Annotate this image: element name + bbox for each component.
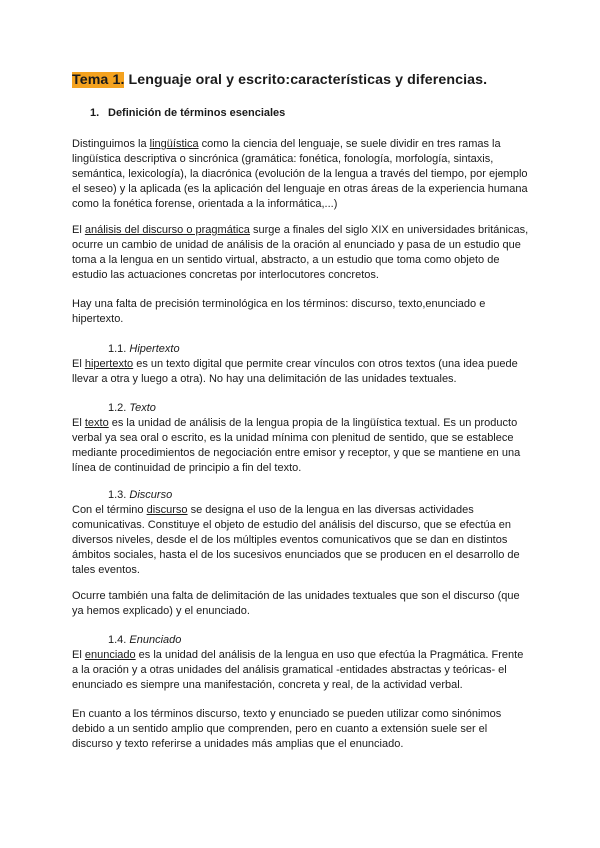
term-linguistica: lingüística bbox=[149, 138, 199, 150]
subsection-number: 1.1. bbox=[108, 343, 127, 355]
sub1-after: es un texto digital que permite crear vínculos con otros textos (una idea puede llevar a otra y luego a otra). No hay una delimitación de las unidades textuales. bbox=[72, 358, 518, 385]
term-discurso: discurso bbox=[146, 504, 188, 516]
subsection-heading bbox=[72, 342, 530, 357]
sub1-before: El bbox=[72, 358, 85, 370]
subsection-title: Discurso bbox=[129, 489, 173, 501]
sub3-before: Con el término bbox=[72, 504, 147, 516]
section-number: 1. bbox=[90, 107, 100, 119]
subsection-heading bbox=[72, 633, 530, 648]
para1-after: como la ciencia del lenguaje, se suele dividir en tres ramas la lingüística descriptiva o sincrónica (gramática: fonética, fonología, morfología, sintaxis, semántica, lexicología), la diacrónica (evolución de la lengua a través del tiempo, por ejemplo el seseo) y la aplicada (es la aplicación del lenguaje en otras áreas de la experiencia humana como la fonética forense, orientada a la informática,...) bbox=[72, 138, 528, 210]
sub2-before: El bbox=[72, 417, 85, 429]
document-title bbox=[72, 72, 487, 88]
subsection-texto bbox=[72, 401, 530, 476]
subsection-hipertexto bbox=[72, 342, 530, 387]
sub4-before: El bbox=[72, 649, 85, 661]
sub2-after: es la unidad de análisis de la lengua propia de la lingüística textual. Es un producto verbal ya sea oral o escrito, es la unidad mínima con plenitud de sentido, que se establece mediante procedimientos de negociación entre emisor y receptor, y que se mantiene en una línea de continuidad de principio a fin del texto. bbox=[72, 417, 521, 474]
subsection-title: Hipertexto bbox=[129, 343, 180, 355]
term-enunciado: enunciado bbox=[84, 649, 136, 661]
paragraph-delimitacion bbox=[72, 589, 530, 619]
title-heading: Lenguaje oral y escrito:características y diferencias. bbox=[124, 72, 488, 88]
para4-text: Ocurre también una falta de delimitación de las unidades textuales que son el discurso (que ya hemos explicado) y el enunciado. bbox=[72, 590, 520, 617]
term-analisis-discurso: análisis del discurso o pragmática bbox=[84, 224, 250, 236]
tema-label: Tema 1. bbox=[72, 72, 125, 88]
paragraph-sinonimos bbox=[72, 707, 530, 752]
paragraph-analisis bbox=[72, 223, 530, 283]
section-heading bbox=[90, 107, 285, 119]
para2-before: El bbox=[72, 224, 85, 236]
para3-text: Hay una falta de precisión terminológica en los términos: discurso, texto,enunciado e hipertexto. bbox=[72, 298, 486, 325]
para1-before: Distinguimos la bbox=[72, 138, 150, 150]
paragraph-precision bbox=[72, 297, 530, 327]
sub3-after: se designa el uso de la lengua en las diversas actividades comunicativas. Constituye el objeto de estudio del análisis del discurso, que se efectúa en diversos niveles, desde el de los múltiples eventos comunicativos que se dan en distintos ámbitos sociales, hasta el de los sucesivos enunciados que se producen en el desarrollo de tales eventos. bbox=[72, 504, 520, 576]
subsection-discurso bbox=[72, 488, 530, 578]
subsection-title: Enunciado bbox=[129, 634, 182, 646]
section-label: Definición de términos esenciales bbox=[108, 107, 286, 119]
subsection-heading bbox=[72, 401, 530, 416]
subsection-number: 1.3. bbox=[108, 489, 127, 501]
paragraph-linguistica bbox=[72, 137, 530, 212]
subsection-enunciado bbox=[72, 633, 530, 693]
term-texto: texto bbox=[84, 417, 109, 429]
subsection-title: Texto bbox=[129, 402, 156, 414]
subsection-heading bbox=[72, 488, 530, 503]
para5-text: En cuanto a los términos discurso, texto y enunciado se pueden utilizar como sinónimos debido a un sentido amplio que comprenden, pero en cuanto a extensión suele ser el discurso y texto referirse a unidades más amplias que el enunciado. bbox=[72, 708, 502, 750]
para2-after: surge a finales del siglo XIX en universidades británicas, ocurre un cambio de unidad de análisis de la oración al enunciado y pasa de un estudio que toma a la lengua en un sentido virtual, abstracto, a un estudio que toma como objeto de estudio las actuaciones concretas por interlocutores concretos. bbox=[72, 224, 529, 281]
sub4-after: es la unidad del análisis de la lengua en uso que efectúa la Pragmática. Frente a la oración y a otras unidades del análisis gramatical -entidades abstractas y teóricas- el enunciado es siempre una manifestación, concreta y real, de la actividad verbal. bbox=[72, 649, 524, 691]
term-hipertexto: hipertexto bbox=[84, 358, 134, 370]
subsection-number: 1.2. bbox=[108, 402, 127, 414]
subsection-number: 1.4. bbox=[108, 634, 127, 646]
